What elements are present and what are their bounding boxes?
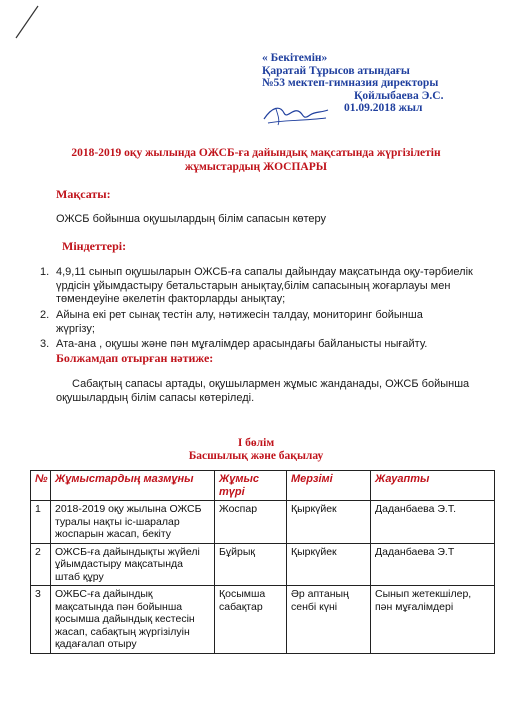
table-row — [31, 501, 495, 544]
pen-stroke-mark — [12, 0, 52, 40]
task-1-line-3: төмендеуіне әкелетін факторларды анықтау; — [56, 293, 286, 305]
expected-line-2: оқушылардың білім сапасы көтеріледі. — [56, 391, 255, 404]
plan-table — [30, 470, 495, 654]
expected-line-1: Сабақтың сапасы артады, оқушылармен жұмыс жанданады, ОЖСБ бойынша — [72, 378, 470, 390]
cell-content: ОЖСБ-ға дайындықты жүйелі ұйымдастыру мақсатында штаб құру — [51, 543, 215, 586]
task-3-text — [56, 338, 427, 352]
cell-deadline: Әр аптаның сенбі күні — [287, 586, 371, 654]
approval-date: 01.09.2018 жыл — [344, 102, 423, 114]
header-responsible: Жауапты — [371, 471, 495, 501]
tasks-label: Міндеттері: — [62, 239, 127, 253]
cell-number: 2 — [31, 543, 51, 586]
task-1-text — [56, 266, 473, 307]
cell-content: ОЖБС-ға дайындық мақсатында пән бойынша қосымша дайындық кестесін жасап, сабақтың жүргізілуін қадағалап отыру — [51, 586, 215, 654]
cell-deadline: Қыркүйек — [287, 501, 371, 544]
title-line-1: 2018-2019 оқу жылында ОЖСБ-ға дайындық мақсатында жүргізілетін — [71, 147, 441, 159]
cell-responsible: Сынып жетекшілер, пән мұғалімдері — [371, 586, 495, 654]
approval-director-name: Қойлыбаева Э.С. — [354, 89, 444, 102]
task-1-number: 1. — [40, 266, 50, 278]
cell-type: Жоспар — [215, 501, 287, 544]
section-number: І бөлім — [237, 437, 275, 449]
task-3-number: 3. — [40, 338, 50, 350]
task-2-line-2: жүргізу; — [56, 322, 95, 335]
cell-responsible: Даданбаева Э.Т. — [371, 501, 495, 544]
header-deadline: Мерзімі — [287, 471, 371, 501]
header-type: Жұмыс түрі — [215, 471, 287, 501]
table-row — [31, 586, 495, 654]
header-content: Жұмыстардың мазмұны — [51, 471, 215, 501]
approval-director-title: №53 мектеп-гимназия директоры — [262, 77, 439, 89]
goal-label: Мақсаты: — [56, 187, 111, 201]
task-2-line-1: Айына екі рет сынақ тестін алу, нәтижесін талдау, мониторинг бойынша — [56, 309, 423, 321]
table-header-row — [31, 471, 495, 501]
task-2-number: 2. — [40, 309, 50, 321]
header-number: № — [31, 471, 51, 501]
expected-result-label: Болжамдап отырған нәтиже: — [56, 351, 214, 365]
signature-image — [262, 101, 330, 127]
approval-heading: « Бекітемін» — [262, 52, 328, 64]
task-3-line-1: Ата-ана , оқушы және пән мұғалімдер арасындағы байланысты нығайту. — [56, 338, 428, 350]
task-1-line-2: үрдісін ұйымдастыру бетальстарын анықтау,білім сапасының жоғарлауы мен — [56, 279, 451, 292]
cell-number: 3 — [31, 586, 51, 654]
cell-deadline: Қыркүйек — [287, 543, 371, 586]
table-row — [31, 543, 495, 586]
section-heading — [0, 437, 512, 463]
section-title: Басшылық және бақылау — [188, 450, 324, 462]
goal-text: ОЖСБ бойынша оқушылардың білім сапасын көтеру — [56, 213, 327, 225]
document-title — [0, 147, 512, 174]
task-1-line-1: 4,9,11 сынып оқушыларын ОЖСБ-ға сапалы дайындау мақсатында оқу-тәрбиелік — [56, 266, 473, 278]
approval-school-name: Қаратай Тұрысов атындағы — [262, 64, 410, 77]
cell-responsible: Даданбаева Э.Т — [371, 543, 495, 586]
cell-number: 1 — [31, 501, 51, 544]
cell-content: 2018-2019 оқу жылына ОЖСБ туралы нақты іс-шаралар жоспарын жасап, бекіту — [51, 501, 215, 544]
title-line-2: жұмыстардың ЖОСПАРЫ — [184, 160, 328, 173]
cell-type: Бұйрық — [215, 543, 287, 586]
expected-result-text — [56, 378, 496, 405]
cell-type: Қосымша сабақтар — [215, 586, 287, 654]
task-2-text — [56, 309, 423, 336]
